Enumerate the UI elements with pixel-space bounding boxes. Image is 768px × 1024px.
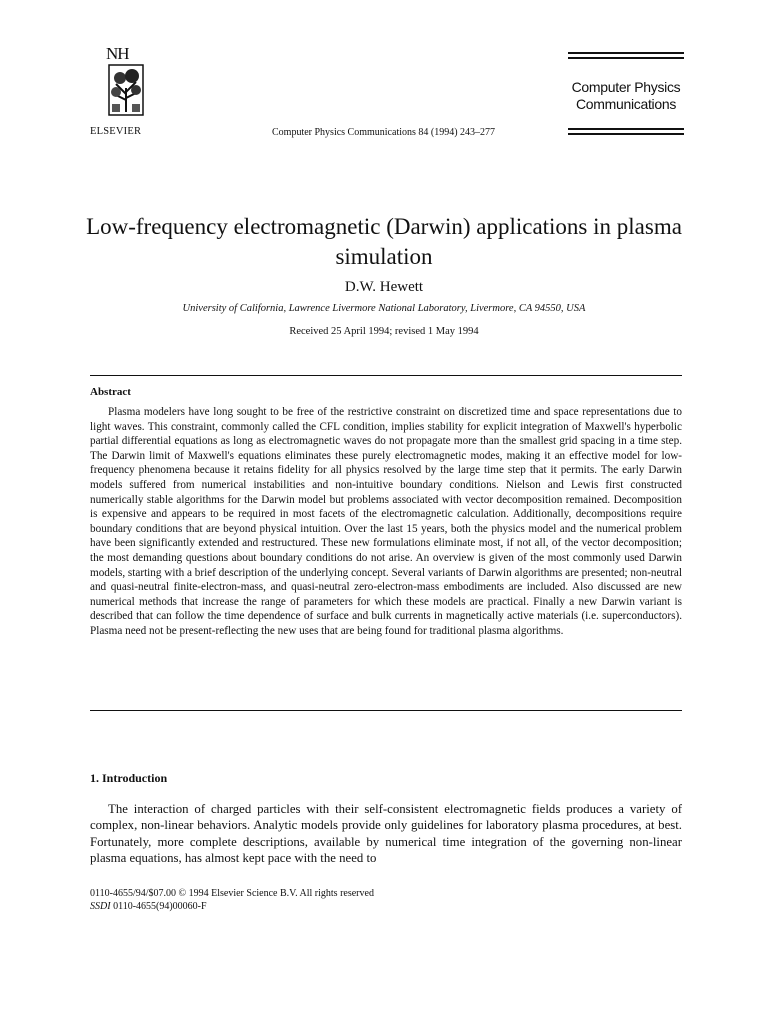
journal-title-line: Computer Physics [571, 79, 681, 95]
tree-logo-icon [108, 64, 144, 116]
journal-title [568, 79, 684, 113]
abstract-top-rule [90, 375, 682, 376]
header-rule [568, 57, 684, 59]
elsevier-logo [104, 44, 150, 126]
header-rule [568, 52, 684, 54]
ssdi-value: 0110-4655(94)00060-F [110, 901, 207, 912]
introduction-text: The interaction of charged particles with their self-consistent electromagnetic fields produces a variety of complex, non-linear behaviors. Analytic models provide only guidelines for laboratory plasma procedures, at best. Fortunately, more complete descriptions, available by numerical time integration of the governing non-linear plasma equations, has almost kept pace with the need to [90, 802, 682, 866]
received-dates: Received 25 April 1994; revised 1 May 1994 [289, 326, 479, 337]
ssdi-line [90, 900, 374, 913]
abstract-bottom-rule [90, 710, 682, 711]
copyright-footer [90, 887, 374, 913]
header-rule [568, 133, 684, 135]
journal-citation: Computer Physics Communications 84 (1994) 243–277 [272, 127, 496, 138]
copyright-line: 0110-4655/94/$07.00 © 1994 Elsevier Science B.V. All rights reserved [90, 888, 374, 899]
journal-title-line: Communications [575, 96, 677, 112]
section-heading: 1. Introduction [90, 771, 168, 785]
ssdi-label: SSDI [90, 901, 111, 912]
logo-mark: NH [106, 44, 129, 63]
header-rule [568, 128, 684, 130]
article-title: Low-frequency electromagnetic (Darwin) applications in plasma simulation [86, 214, 682, 269]
publisher-name: ELSEVIER [90, 126, 142, 137]
abstract-text: Plasma modelers have long sought to be free of the restrictive constraint on discretized time and space representations due to light waves. This constraint, commonly called the CFL condition, implies stability for explicit integration of Maxwell's hyperbolic partial differential equations as long as electromagnetic waves do not propagate more than the smallest grid spacing in a time step. The Darwin limit of Maxwell's equations eliminates these purely electromagnetic modes, making it an effective model for low-frequency phenomena because it retains fidelity for all physics resolved by the large time step that it permits. The early Darwin models suffered from numerical instabilities and non-intuitive boundary conditions. Nielson and Lewis first constructed numerically stable algorithms for the Darwin model but problems associated with vector decomposition remained. Decomposition is expensive and appears to be required in most facets of the electromagnetic calculation. Additionally, decompositions require boundary conditions that are beyond physical intuition. Over the last 15 years, both the physics model and the numerical problem have been significantly extended and restructured. These new formulations eliminate most, if not all, of the vector decomposition; the most demanding questions about boundary conditions do not arise. An overview is given of the most commonly used Darwin models, starting with a brief description of the underlying concept. Several variants of Darwin algorithms are presented; non-neutral and quasi-neutral finite-electron-mass, and quasi-neutral zero-electron-mass embodiments are included. Also discussed are new numerical methods that increase the range of parameters for which these models are practical. Finally a new Darwin variant is described that can follow the time dependence of surface and bulk currents in magnetically active materials (i.e. superconductors). Plasma need not be present-reflecting the new uses that are being found for traditional plasma algorithms. [90, 406, 682, 637]
abstract-heading: Abstract [90, 386, 131, 398]
author-name: D.W. Hewett [344, 279, 424, 295]
author-affiliation: University of California, Lawrence Livermore National Laboratory, Livermore, CA 94550, USA [182, 303, 586, 314]
